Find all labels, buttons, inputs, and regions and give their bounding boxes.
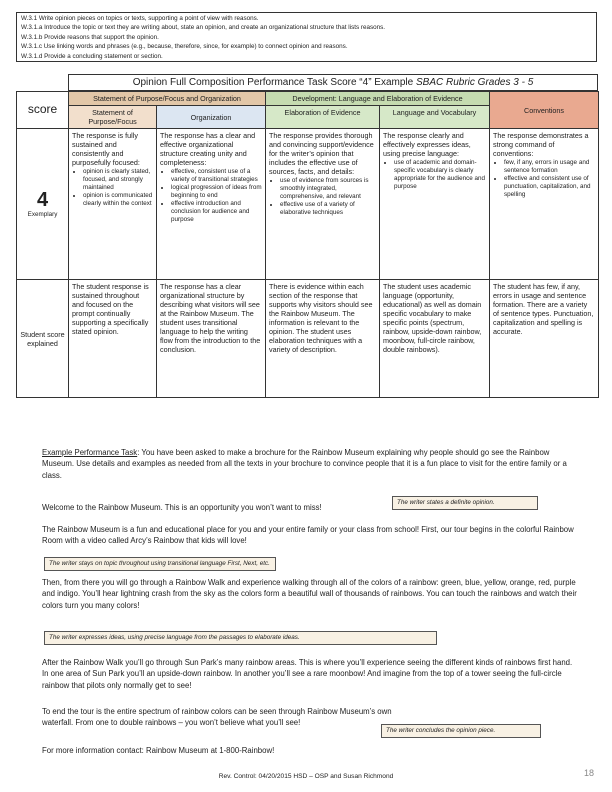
- performance-task: [42, 447, 578, 481]
- title-main: Opinion Full Composition Performance Task Score “4” Example: [132, 77, 414, 88]
- standard-line: W.3.1.b Provide reasons that support the opinion.: [21, 33, 159, 41]
- explained-purpose: The student response is sustained throughout and focused on the prompt continually supporting a specifically stated opinion.: [69, 280, 157, 398]
- standard-line: W.3.1.a Introduce the topic or text they are writing about, state an opinion, and create an organizational structure that lists reasons.: [21, 24, 386, 32]
- explained-conventions: The student has few, if any, errors in usage and sentence formation. There are a variety of sentence types. Punctuation, capitalization and spelling is accurate.: [490, 280, 599, 398]
- sub-language: Language and Vocabulary: [380, 106, 490, 129]
- rubric-title: [68, 74, 598, 91]
- task-label: Example Performance Task: [42, 448, 138, 457]
- score-header: score: [17, 92, 69, 129]
- development-header: Development: Language and Elaboration of Evidence: [266, 92, 490, 106]
- conventions-cell: The response demonstrates a strong command of conventions: • few, if any, errors in usage and sentence formation • effective and consistent use of punctuation, capitalization, and spelling: [490, 129, 599, 280]
- purpose-header: Statement of Purpose/Focus and Organization: [69, 92, 266, 106]
- explained-label: Student score explained: [17, 280, 69, 398]
- essay-paragraph-6: For more information contact: Rainbow Museum at 1-800-Rainbow!: [42, 746, 275, 755]
- score-4-cell: [17, 129, 69, 280]
- language-cell: The response clearly and effectively expresses ideas, using precise language: • use of academic and domain-specific vocabulary is clearly appropriate for the audience and purpose: [380, 129, 490, 280]
- conventions-header: Conventions: [490, 92, 599, 129]
- annotation-note-4: The writer concludes the opinion piece.: [381, 724, 541, 738]
- page-number: 18: [583, 768, 594, 778]
- essay-paragraph-5: To end the tour is the entire spectrum of rainbow colors can be seen through Rainbow Museum’s own waterfall. From one to double rainbows – you won’t believe what you’ll see!: [42, 707, 392, 728]
- rubric-table: [16, 91, 599, 398]
- annotation-note-2: The writer stays on topic throughout using transitional language First, Next, etc.: [44, 557, 276, 571]
- score-4-row: [17, 129, 599, 280]
- standard-line: W.3.1 Write opinion pieces on topics or texts, supporting a point of view with reasons.: [21, 15, 259, 22]
- score-number: 4: [36, 189, 49, 211]
- explained-language: The student uses academic language (opportunity, educational) as well as domain specific vocabulary to make specific points (spectrum, rainbow, upside-down rainbow, moonbow, full-circle rainbow, double rainbows).: [380, 280, 490, 398]
- standard-line: W.3.1.c Use linking words and phrases (e.g., because, therefore, since, for example) to connect opinion and reasons.: [21, 43, 348, 51]
- sub-organization: Organization: [157, 106, 266, 129]
- explained-elaboration: There is evidence within each section of the response that supports why visitors should see the Rainbow Museum. The information is relevant to the opinion. The student uses elaboration techniques with a variety of description.: [266, 280, 380, 398]
- standard-line: W.3.1.d Provide a concluding statement or section.: [21, 52, 163, 60]
- annotation-note-1: The writer states a definite opinion.: [392, 496, 538, 510]
- explained-organization: The response has a clear organizational structure by describing what visitors will see at the Rainbow Museum. The student uses transitional language to help the writing flow from the introduction to the conclusion.: [157, 280, 266, 398]
- annotation-note-3: The writer expresses ideas, using precise language from the passages to elaborate ideas.: [44, 631, 437, 645]
- sub-purpose: Statement of Purpose/Focus: [69, 106, 157, 129]
- standards-box: [16, 12, 597, 62]
- essay-paragraph-1: Welcome to the Rainbow Museum. This is an opportunity you won’t want to miss!: [42, 503, 322, 512]
- title-italic: SBAC Rubric Grades 3 - 5: [416, 77, 534, 88]
- explained-row: [17, 280, 599, 398]
- purpose-cell: The response is fully sustained and consistently and purposefully focused: • opinion is clearly stated, focused, and strongly maintained • opinion is communicated clearly within the context: [69, 129, 157, 280]
- score-label: Exemplary: [27, 211, 58, 218]
- header-row: [17, 92, 599, 106]
- sub-elaboration: Elaboration of Evidence: [266, 106, 380, 129]
- organization-cell: The response has a clear and effective organizational structure creating unity and completeness: • effective, consistent use of a variety of transitional strategies • logical progression of ideas from beginning to end • effective introduction and conclusion for audience and purpose: [157, 129, 266, 280]
- task-text: : You have been asked to make a brochure for the Rainbow Museum explaining why people should go see the Rainbow Museum. Use details and examples as needed from all the texts in your brochure to convince people that it is a fun place to visit for the entire family or a class.: [42, 448, 567, 480]
- essay-paragraph-4: After the Rainbow Walk you’ll go through Sun Park’s many rainbow areas. This is where you’ll experience seeing the different kinds of rainbows first hand. In one area of Sun Park you’ll an upside-down rainbow. In another you’ll see a rare moonbow! And imagine from the top of a tower seeing the full-circle rainbow that pilots only normally get to see!: [42, 658, 573, 690]
- footer: Rev. Control: 04/20/2015 HSD – OSP and Susan Richmond: [218, 773, 394, 780]
- essay-paragraph-3: Then, from there you will go through a Rainbow Walk and experience walking through all of the colors of a rainbow: green, blue, yellow, orange, red, purple and indigo. You’ll hear lightning crash from the sky as the colors form a beautiful wall of thousands of rainbows. You can touch the rainbows and watch their colors turn you many colors!: [42, 578, 577, 610]
- essay-paragraph-2: The Rainbow Museum is a fun and educational place for you and your entire family or your class from school! First, our tour begins in the colorful Rainbow Room with a video called Arcy’s Rainbow that kids will love!: [42, 525, 574, 546]
- elaboration-cell: The response provides thorough and convincing support/evidence for the writer’s opinion that includes the effective use of sources, facts, and details: • use of evidence from sources is smoothly integrated, comprehensive, and relevant • effective use of a variety of elaborative techniques: [266, 129, 380, 280]
